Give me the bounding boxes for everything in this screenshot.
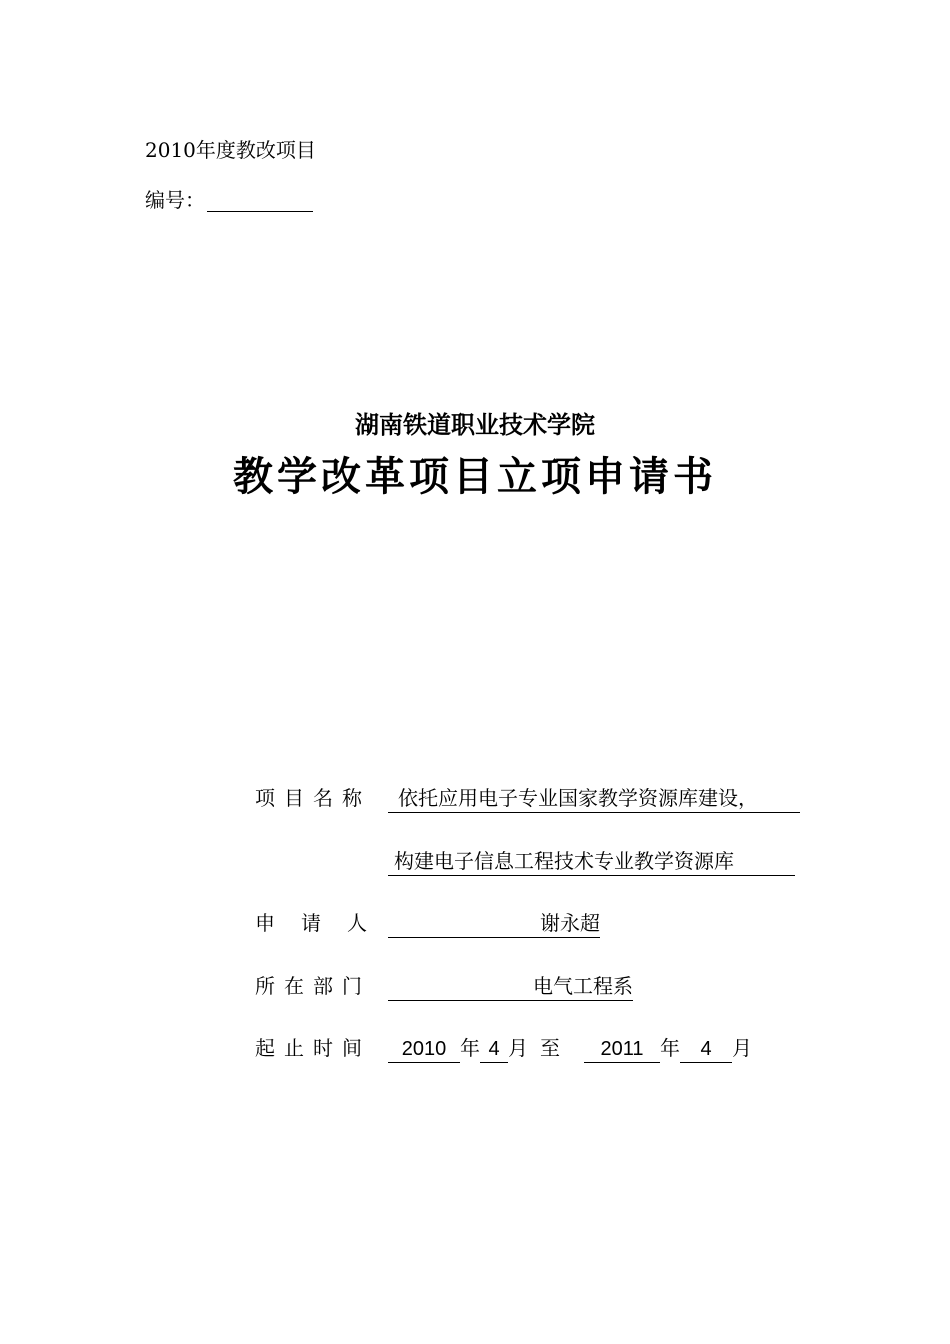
- start-month: 4: [480, 1036, 508, 1063]
- start-year: 2010: [388, 1036, 460, 1063]
- period-label: 起止时间: [255, 1036, 371, 1060]
- end-month: 4: [680, 1036, 732, 1063]
- department-value: 电气工程系: [388, 973, 633, 1001]
- project-name-value-line1: 依托应用电子专业国家教学资源库建设，: [388, 785, 800, 813]
- end-year-unit: 年: [660, 1036, 680, 1060]
- applicant-value: 谢永超: [388, 910, 600, 938]
- period-value: [388, 1035, 752, 1063]
- end-month-unit: 月: [732, 1036, 752, 1060]
- applicant-label: 申请人: [255, 911, 393, 935]
- serial-number-blank: [207, 191, 313, 212]
- end-year: 2011: [584, 1036, 660, 1063]
- project-name-label: 项目名称: [255, 786, 371, 810]
- document-title: 教学改革项目立项申请书: [233, 453, 717, 500]
- project-year-label: 2010年度教改项目: [145, 138, 316, 162]
- serial-number-row: [145, 188, 313, 212]
- serial-number-label: 编号：: [145, 188, 205, 212]
- department-label: 所在部门: [255, 974, 371, 998]
- project-name-value-line2: 构建电子信息工程技术专业教学资源库: [388, 848, 795, 876]
- start-month-unit: 月: [508, 1036, 528, 1060]
- institution-name: 湖南铁道职业技术学院: [355, 410, 595, 439]
- period-to-word: 至: [540, 1036, 560, 1060]
- start-year-unit: 年: [460, 1036, 480, 1060]
